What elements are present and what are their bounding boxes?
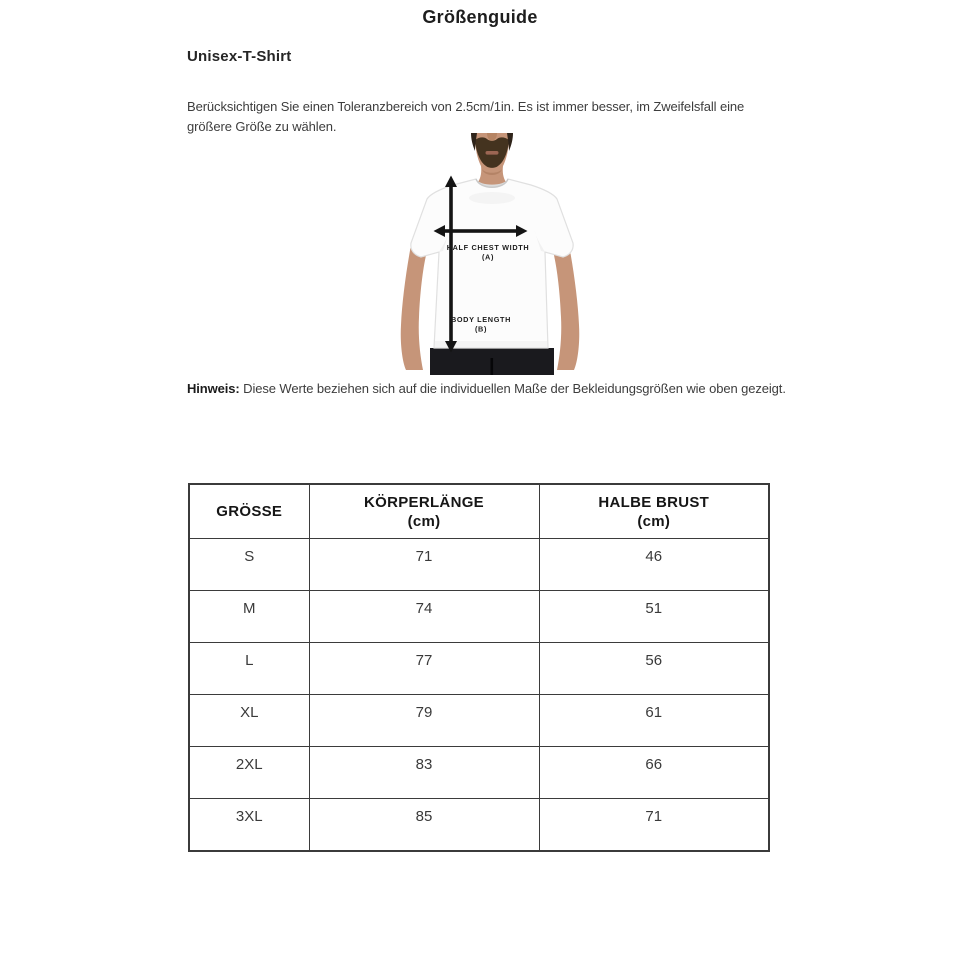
half-chest-label: HALF CHEST WIDTH [446,243,530,252]
column-header-groesse [189,484,309,539]
length-cell: 83 [309,747,539,799]
column-unit: (cm) [407,512,441,530]
size-cell: 3XL [189,799,309,852]
length-cell: 74 [309,591,539,643]
length-cell: 85 [309,799,539,852]
mouth [486,151,499,155]
tolerance-text: Berücksichtigen Sie einen Toleranzbereich von 2.5cm/1in. Es ist immer besser, im Zweifelsfall eine größere Größe zu wählen. [187,99,745,134]
table-row [189,695,769,747]
length-cell: 71 [309,539,539,591]
table-row [189,747,769,799]
chest-cell: 61 [539,695,769,747]
chest-cell: 56 [539,643,769,695]
left-arm [401,245,427,370]
column-unit: (cm) [637,512,671,530]
body-length-key: (B) [474,324,488,334]
size-table [188,483,770,852]
note-line [187,381,907,396]
chest-cell: 71 [539,799,769,852]
size-cell: XL [189,695,309,747]
body-length-label: BODY LENGTH [450,315,512,324]
chest-cell: 66 [539,747,769,799]
size-cell: L [189,643,309,695]
column-label: HALBE BRUST [598,493,710,511]
length-cell: 77 [309,643,539,695]
product-heading: Unisex-T-Shirt [187,48,292,65]
chest-cell: 51 [539,591,769,643]
column-label: KÖRPERLÄNGE [364,493,484,511]
note-text: Diese Werte beziehen sich auf die individuellen Maße der Bekleidungsgrößen wie oben gezeigt. [239,381,786,396]
note-label: Hinweis: [187,381,240,396]
column-label: GRÖSSE [216,503,283,520]
length-cell: 79 [309,695,539,747]
table-row [189,539,769,591]
size-cell: 2XL [189,747,309,799]
column-header-halbe-brust [539,484,769,539]
measurement-diagram [385,127,595,375]
page-title: Größenguide [422,7,538,27]
model-photo [385,127,595,375]
pants-leg-split [491,358,494,375]
collar-shading [469,192,515,204]
right-arm [553,245,579,370]
table-row [189,643,769,695]
size-cell: S [189,539,309,591]
column-header-koerperlaenge [309,484,539,539]
size-cell: M [189,591,309,643]
half-chest-key: (A) [481,252,495,262]
table-header-row [189,484,769,539]
table-row [189,799,769,852]
chest-cell: 46 [539,539,769,591]
table-row [189,591,769,643]
